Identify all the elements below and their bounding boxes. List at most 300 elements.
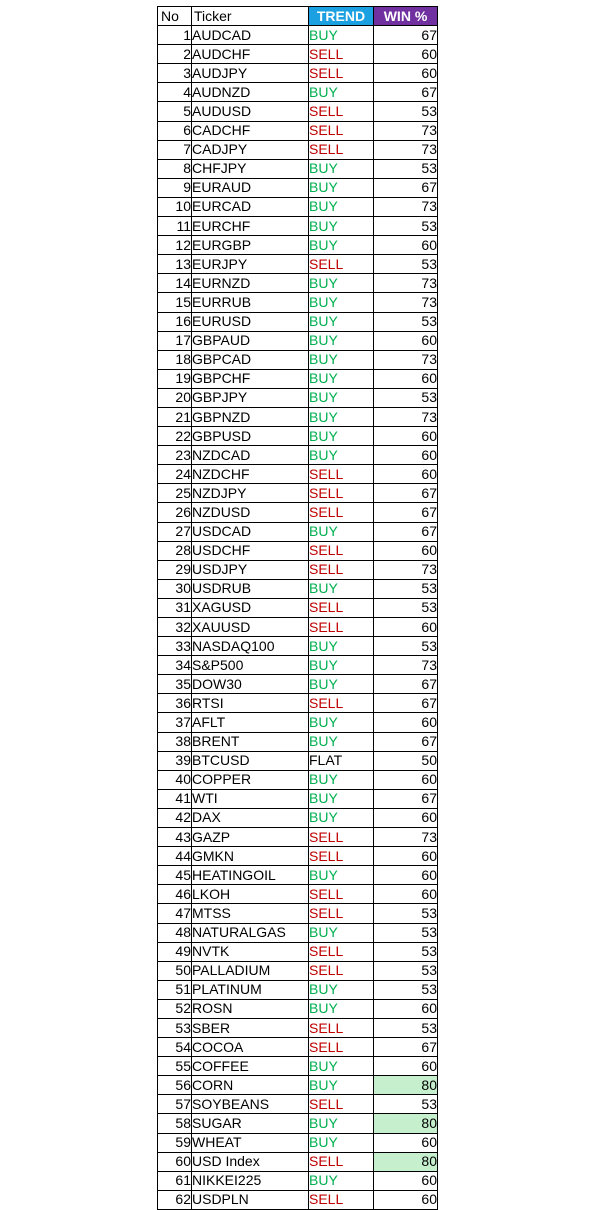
win-percent-cell: 67 <box>374 26 438 45</box>
win-percent-cell: 60 <box>374 236 438 255</box>
table-row <box>158 369 438 388</box>
trend-cell: BUY <box>309 369 374 388</box>
win-percent-cell: 60 <box>374 331 438 350</box>
ticker-cell: XAUUSD <box>192 618 309 637</box>
table-row <box>158 293 438 312</box>
win-percent-cell: 73 <box>374 140 438 159</box>
ticker-cell: AFLT <box>192 713 309 732</box>
row-number-cell: 4 <box>158 83 192 102</box>
row-number-cell: 44 <box>158 847 192 866</box>
row-number-cell: 48 <box>158 923 192 942</box>
ticker-cell: EURNZD <box>192 274 309 293</box>
row-number-cell: 19 <box>158 369 192 388</box>
ticker-cell: NZDCHF <box>192 465 309 484</box>
table-row <box>158 713 438 732</box>
table-row <box>158 579 438 598</box>
win-percent-cell: 60 <box>374 1190 438 1209</box>
row-number-cell: 35 <box>158 675 192 694</box>
win-percent-cell: 53 <box>374 388 438 407</box>
table-row <box>158 159 438 178</box>
row-number-cell: 58 <box>158 1114 192 1133</box>
win-percent-cell: 73 <box>374 560 438 579</box>
win-percent-cell: 73 <box>374 407 438 426</box>
win-percent-cell: 67 <box>374 675 438 694</box>
ticker-cell: COFFEE <box>192 1057 309 1076</box>
table-row <box>158 847 438 866</box>
trend-cell: BUY <box>309 770 374 789</box>
trend-cell: SELL <box>309 255 374 274</box>
trend-cell: SELL <box>309 1038 374 1057</box>
win-percent-cell: 60 <box>374 866 438 885</box>
trend-cell: BUY <box>309 713 374 732</box>
table-row <box>158 541 438 560</box>
table-row <box>158 770 438 789</box>
ticker-cell: WTI <box>192 789 309 808</box>
row-number-cell: 36 <box>158 694 192 713</box>
win-percent-cell: 50 <box>374 751 438 770</box>
ticker-cell: GBPUSD <box>192 427 309 446</box>
row-number-cell: 37 <box>158 713 192 732</box>
row-number-cell: 9 <box>158 178 192 197</box>
win-percent-cell: 53 <box>374 579 438 598</box>
table-row <box>158 694 438 713</box>
ticker-cell: CORN <box>192 1076 309 1095</box>
ticker-cell: USDCAD <box>192 522 309 541</box>
trend-cell: SELL <box>309 904 374 923</box>
ticker-cell: AUDCAD <box>192 26 309 45</box>
trend-cell: BUY <box>309 808 374 827</box>
ticker-cell: CADJPY <box>192 140 309 159</box>
trend-cell: BUY <box>309 637 374 656</box>
trend-cell: SELL <box>309 942 374 961</box>
trend-cell: SELL <box>309 560 374 579</box>
table-row <box>158 121 438 140</box>
table-row <box>158 1038 438 1057</box>
win-percent-cell: 73 <box>374 293 438 312</box>
trend-cell: BUY <box>309 732 374 751</box>
table-body <box>158 26 438 1210</box>
table-row <box>158 274 438 293</box>
row-number-cell: 17 <box>158 331 192 350</box>
ticker-cell: NIKKEI225 <box>192 1171 309 1190</box>
trend-cell: BUY <box>309 446 374 465</box>
ticker-cell: BTCUSD <box>192 751 309 770</box>
ticker-cell: GBPCHF <box>192 369 309 388</box>
row-number-cell: 52 <box>158 999 192 1018</box>
ticker-cell: GBPAUD <box>192 331 309 350</box>
ticker-cell: USD Index <box>192 1152 309 1171</box>
trend-cell: BUY <box>309 26 374 45</box>
trend-cell: SELL <box>309 484 374 503</box>
ticker-cell: AUDJPY <box>192 64 309 83</box>
trend-cell: BUY <box>309 350 374 369</box>
win-percent-cell: 73 <box>374 350 438 369</box>
trend-cell: SELL <box>309 1190 374 1209</box>
trend-cell: BUY <box>309 427 374 446</box>
ticker-cell: COPPER <box>192 770 309 789</box>
trend-cell: BUY <box>309 407 374 426</box>
ticker-cell: GBPJPY <box>192 388 309 407</box>
trend-cell: BUY <box>309 579 374 598</box>
trend-cell: BUY <box>309 274 374 293</box>
trend-cell: SELL <box>309 1095 374 1114</box>
win-percent-cell: 53 <box>374 217 438 236</box>
row-number-cell: 42 <box>158 808 192 827</box>
ticker-cell: EURGBP <box>192 236 309 255</box>
table-row <box>158 675 438 694</box>
row-number-cell: 40 <box>158 770 192 789</box>
ticker-cell: GBPCAD <box>192 350 309 369</box>
win-percent-cell: 53 <box>374 102 438 121</box>
trend-cell: BUY <box>309 999 374 1018</box>
trend-cell: SELL <box>309 45 374 64</box>
header-win-percent: WIN % <box>374 7 438 26</box>
win-percent-cell: 53 <box>374 312 438 331</box>
trend-cell: BUY <box>309 675 374 694</box>
row-number-cell: 11 <box>158 217 192 236</box>
ticker-cell: WHEAT <box>192 1133 309 1152</box>
win-percent-cell: 80 <box>374 1076 438 1095</box>
table-row <box>158 83 438 102</box>
win-percent-cell: 60 <box>374 1133 438 1152</box>
trend-cell: SELL <box>309 102 374 121</box>
table-row <box>158 999 438 1018</box>
trend-cell: BUY <box>309 217 374 236</box>
header-row <box>158 7 438 26</box>
table-row <box>158 885 438 904</box>
table-row <box>158 942 438 961</box>
trend-cell: SELL <box>309 847 374 866</box>
header-trend: TREND <box>309 7 374 26</box>
ticker-cell: EURRUB <box>192 293 309 312</box>
win-percent-cell: 53 <box>374 961 438 980</box>
ticker-cell: USDPLN <box>192 1190 309 1209</box>
win-percent-cell: 73 <box>374 121 438 140</box>
win-percent-cell: 73 <box>374 197 438 216</box>
win-percent-cell: 53 <box>374 923 438 942</box>
ticker-cell: SBER <box>192 1018 309 1037</box>
row-number-cell: 61 <box>158 1171 192 1190</box>
trend-cell: BUY <box>309 789 374 808</box>
table-row <box>158 331 438 350</box>
signals-table <box>157 6 438 1210</box>
win-percent-cell: 53 <box>374 1018 438 1037</box>
trend-cell: FLAT <box>309 751 374 770</box>
win-percent-cell: 60 <box>374 64 438 83</box>
row-number-cell: 5 <box>158 102 192 121</box>
table-row <box>158 102 438 121</box>
trend-cell: BUY <box>309 312 374 331</box>
ticker-cell: RTSI <box>192 694 309 713</box>
row-number-cell: 39 <box>158 751 192 770</box>
table-row <box>158 484 438 503</box>
table-row <box>158 217 438 236</box>
trend-cell: SELL <box>309 828 374 847</box>
ticker-cell: EURCHF <box>192 217 309 236</box>
ticker-cell: NVTK <box>192 942 309 961</box>
row-number-cell: 2 <box>158 45 192 64</box>
trend-cell: BUY <box>309 293 374 312</box>
win-percent-cell: 53 <box>374 980 438 999</box>
win-percent-cell: 67 <box>374 503 438 522</box>
table-row <box>158 961 438 980</box>
win-percent-cell: 60 <box>374 541 438 560</box>
win-percent-cell: 53 <box>374 904 438 923</box>
table-row <box>158 866 438 885</box>
trend-cell: BUY <box>309 1171 374 1190</box>
ticker-cell: LKOH <box>192 885 309 904</box>
trend-cell: BUY <box>309 522 374 541</box>
row-number-cell: 24 <box>158 465 192 484</box>
row-number-cell: 16 <box>158 312 192 331</box>
win-percent-cell: 60 <box>374 369 438 388</box>
table-row <box>158 236 438 255</box>
table-row <box>158 64 438 83</box>
win-percent-cell: 60 <box>374 446 438 465</box>
win-percent-cell: 67 <box>374 732 438 751</box>
table-row <box>158 197 438 216</box>
table-row <box>158 732 438 751</box>
ticker-cell: NZDJPY <box>192 484 309 503</box>
win-percent-cell: 67 <box>374 522 438 541</box>
table-row <box>158 26 438 45</box>
win-percent-cell: 60 <box>374 808 438 827</box>
row-number-cell: 13 <box>158 255 192 274</box>
win-percent-cell: 60 <box>374 1057 438 1076</box>
win-percent-cell: 60 <box>374 465 438 484</box>
ticker-cell: COCOA <box>192 1038 309 1057</box>
row-number-cell: 22 <box>158 427 192 446</box>
ticker-cell: S&P500 <box>192 656 309 675</box>
trend-cell: BUY <box>309 197 374 216</box>
trend-cell: BUY <box>309 923 374 942</box>
table-row <box>158 255 438 274</box>
trend-cell: BUY <box>309 656 374 675</box>
row-number-cell: 7 <box>158 140 192 159</box>
row-number-cell: 6 <box>158 121 192 140</box>
trend-cell: SELL <box>309 961 374 980</box>
trend-cell: BUY <box>309 236 374 255</box>
win-percent-cell: 67 <box>374 178 438 197</box>
ticker-cell: NZDUSD <box>192 503 309 522</box>
ticker-cell: SOYBEANS <box>192 1095 309 1114</box>
row-number-cell: 27 <box>158 522 192 541</box>
row-number-cell: 20 <box>158 388 192 407</box>
row-number-cell: 25 <box>158 484 192 503</box>
ticker-cell: NASDAQ100 <box>192 637 309 656</box>
ticker-cell: CADCHF <box>192 121 309 140</box>
table-row <box>158 1018 438 1037</box>
trend-cell: BUY <box>309 1133 374 1152</box>
win-percent-cell: 53 <box>374 598 438 617</box>
row-number-cell: 15 <box>158 293 192 312</box>
trend-cell: SELL <box>309 121 374 140</box>
trend-cell: SELL <box>309 140 374 159</box>
ticker-cell: USDJPY <box>192 560 309 579</box>
row-number-cell: 10 <box>158 197 192 216</box>
win-percent-cell: 53 <box>374 1095 438 1114</box>
trend-cell: BUY <box>309 1076 374 1095</box>
ticker-cell: NZDCAD <box>192 446 309 465</box>
header-ticker: Ticker <box>192 7 309 26</box>
trend-cell: SELL <box>309 598 374 617</box>
row-number-cell: 55 <box>158 1057 192 1076</box>
row-number-cell: 45 <box>158 866 192 885</box>
row-number-cell: 21 <box>158 407 192 426</box>
trend-cell: SELL <box>309 64 374 83</box>
table-row <box>158 656 438 675</box>
win-percent-cell: 60 <box>374 847 438 866</box>
table-row <box>158 560 438 579</box>
ticker-cell: EURCAD <box>192 197 309 216</box>
win-percent-cell: 53 <box>374 255 438 274</box>
row-number-cell: 41 <box>158 789 192 808</box>
win-percent-cell: 60 <box>374 618 438 637</box>
row-number-cell: 49 <box>158 942 192 961</box>
table-row <box>158 751 438 770</box>
table-row <box>158 407 438 426</box>
table-row <box>158 388 438 407</box>
row-number-cell: 60 <box>158 1152 192 1171</box>
ticker-cell: DAX <box>192 808 309 827</box>
table-row <box>158 1133 438 1152</box>
table-row <box>158 808 438 827</box>
table-row <box>158 312 438 331</box>
win-percent-cell: 60 <box>374 999 438 1018</box>
win-percent-cell: 80 <box>374 1114 438 1133</box>
ticker-cell: EURJPY <box>192 255 309 274</box>
trend-cell: BUY <box>309 866 374 885</box>
trend-cell: SELL <box>309 1152 374 1171</box>
trend-cell: BUY <box>309 331 374 350</box>
ticker-cell: AUDCHF <box>192 45 309 64</box>
row-number-cell: 31 <box>158 598 192 617</box>
table-row <box>158 522 438 541</box>
ticker-cell: NATURALGAS <box>192 923 309 942</box>
win-percent-cell: 67 <box>374 484 438 503</box>
ticker-cell: HEATINGOIL <box>192 866 309 885</box>
table-row <box>158 1114 438 1133</box>
ticker-cell: GAZP <box>192 828 309 847</box>
trend-cell: SELL <box>309 885 374 904</box>
win-percent-cell: 73 <box>374 656 438 675</box>
trend-cell: SELL <box>309 503 374 522</box>
row-number-cell: 14 <box>158 274 192 293</box>
ticker-cell: AUDUSD <box>192 102 309 121</box>
win-percent-cell: 67 <box>374 1038 438 1057</box>
win-percent-cell: 53 <box>374 159 438 178</box>
row-number-cell: 43 <box>158 828 192 847</box>
table-row <box>158 350 438 369</box>
table-row <box>158 140 438 159</box>
win-percent-cell: 60 <box>374 427 438 446</box>
win-percent-cell: 67 <box>374 83 438 102</box>
row-number-cell: 53 <box>158 1018 192 1037</box>
trend-cell: BUY <box>309 178 374 197</box>
row-number-cell: 46 <box>158 885 192 904</box>
win-percent-cell: 73 <box>374 274 438 293</box>
ticker-cell: XAGUSD <box>192 598 309 617</box>
trend-cell: BUY <box>309 980 374 999</box>
row-number-cell: 50 <box>158 961 192 980</box>
row-number-cell: 30 <box>158 579 192 598</box>
ticker-cell: USDRUB <box>192 579 309 598</box>
table-row <box>158 503 438 522</box>
win-percent-cell: 53 <box>374 942 438 961</box>
table-row <box>158 1057 438 1076</box>
row-number-cell: 51 <box>158 980 192 999</box>
ticker-cell: GBPNZD <box>192 407 309 426</box>
table-row <box>158 427 438 446</box>
table-row <box>158 618 438 637</box>
ticker-cell: BRENT <box>192 732 309 751</box>
table-row <box>158 1076 438 1095</box>
table-row <box>158 178 438 197</box>
table-row <box>158 45 438 64</box>
ticker-cell: PLATINUM <box>192 980 309 999</box>
ticker-cell: GMKN <box>192 847 309 866</box>
trend-cell: SELL <box>309 694 374 713</box>
row-number-cell: 38 <box>158 732 192 751</box>
trend-cell: BUY <box>309 159 374 178</box>
table-row <box>158 980 438 999</box>
row-number-cell: 18 <box>158 350 192 369</box>
table-row <box>158 446 438 465</box>
win-percent-cell: 80 <box>374 1152 438 1171</box>
ticker-cell: DOW30 <box>192 675 309 694</box>
table-row <box>158 598 438 617</box>
ticker-cell: ROSN <box>192 999 309 1018</box>
table-row <box>158 1152 438 1171</box>
header-no: No <box>158 7 192 26</box>
row-number-cell: 12 <box>158 236 192 255</box>
row-number-cell: 1 <box>158 26 192 45</box>
win-percent-cell: 60 <box>374 885 438 904</box>
win-percent-cell: 60 <box>374 713 438 732</box>
trend-cell: SELL <box>309 465 374 484</box>
row-number-cell: 26 <box>158 503 192 522</box>
table-row <box>158 637 438 656</box>
row-number-cell: 3 <box>158 64 192 83</box>
row-number-cell: 59 <box>158 1133 192 1152</box>
row-number-cell: 57 <box>158 1095 192 1114</box>
trend-cell: BUY <box>309 1057 374 1076</box>
win-percent-cell: 60 <box>374 770 438 789</box>
table-row <box>158 465 438 484</box>
row-number-cell: 23 <box>158 446 192 465</box>
table-row <box>158 828 438 847</box>
row-number-cell: 34 <box>158 656 192 675</box>
win-percent-cell: 67 <box>374 789 438 808</box>
win-percent-cell: 53 <box>374 637 438 656</box>
ticker-cell: EURAUD <box>192 178 309 197</box>
table-row <box>158 1171 438 1190</box>
ticker-cell: AUDNZD <box>192 83 309 102</box>
table-row <box>158 789 438 808</box>
table-row <box>158 904 438 923</box>
win-percent-cell: 60 <box>374 45 438 64</box>
ticker-cell: SUGAR <box>192 1114 309 1133</box>
table-row <box>158 923 438 942</box>
trend-cell: SELL <box>309 1018 374 1037</box>
trend-cell: BUY <box>309 388 374 407</box>
trend-cell: BUY <box>309 1114 374 1133</box>
row-number-cell: 8 <box>158 159 192 178</box>
win-percent-cell: 73 <box>374 828 438 847</box>
row-number-cell: 28 <box>158 541 192 560</box>
trend-cell: BUY <box>309 83 374 102</box>
ticker-cell: CHFJPY <box>192 159 309 178</box>
